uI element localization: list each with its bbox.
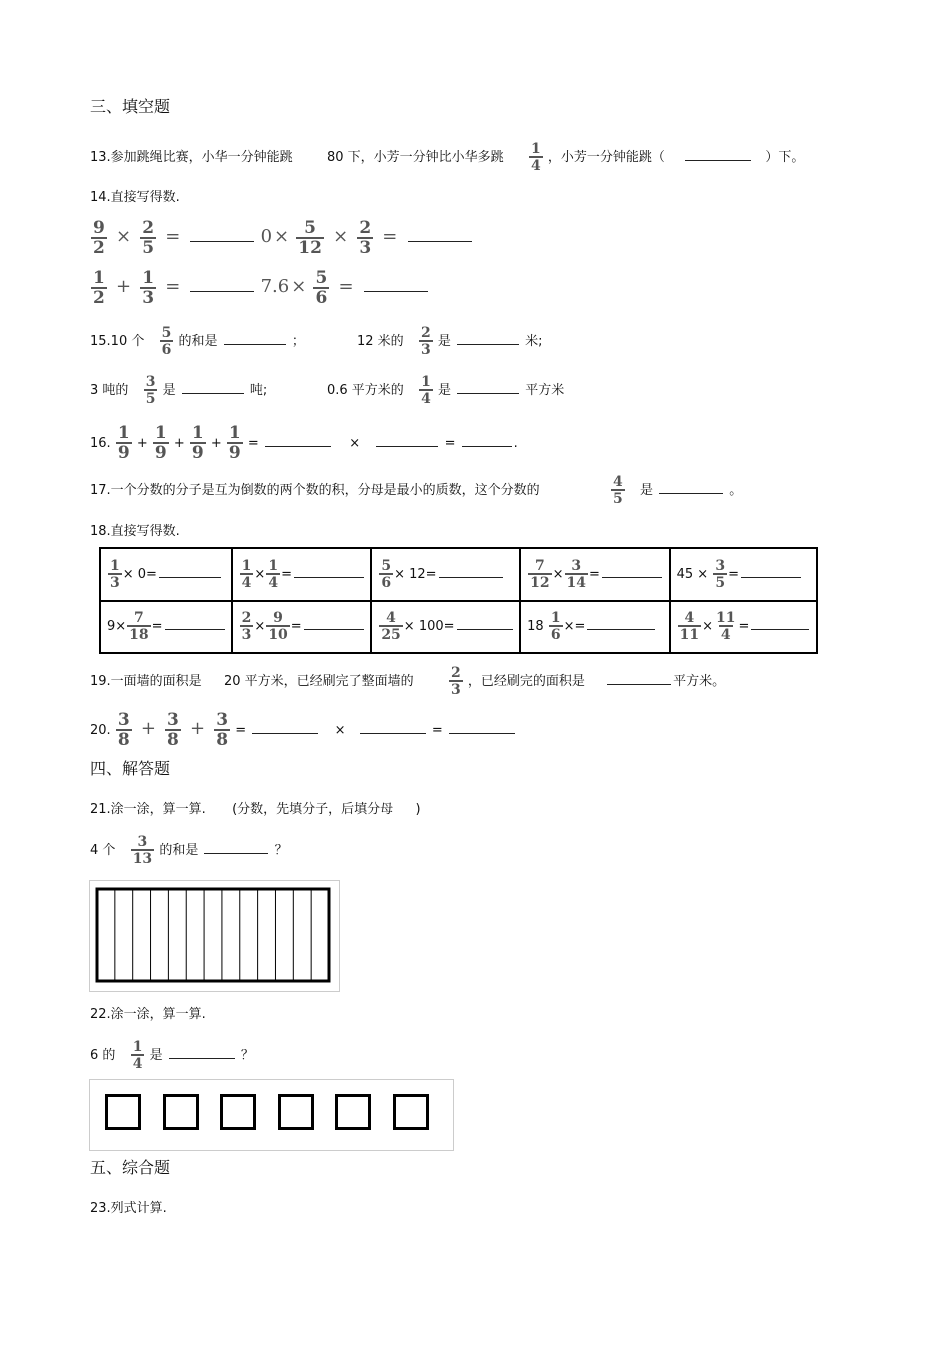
q19-answer-blank[interactable] xyxy=(607,683,671,685)
q21-text: 的和是 xyxy=(159,843,199,858)
q21-title: 21.涂一涂，算一算. xyxy=(90,802,206,817)
q16-answer-blank-2[interactable] xyxy=(376,445,438,447)
q21-note-close: ) xyxy=(415,802,421,817)
question-19 xyxy=(90,666,725,697)
q13-fraction: $\frac{1}{4}$ xyxy=(530,141,541,174)
q18-blank-9[interactable] xyxy=(587,628,655,630)
q18-cell-5: 45 × $\frac{3}{5}$ = xyxy=(670,548,817,601)
q18-blank-1[interactable] xyxy=(159,576,221,578)
question-23-title: 23.列式计算. xyxy=(90,1201,167,1216)
q17-text: 。 xyxy=(729,483,743,498)
q15-row-2b xyxy=(327,375,564,406)
times-sign: × xyxy=(333,226,349,247)
q17-text: 17.一个分数的分子是互为倒数的两个数的积，分母是最小的质数，这个分数的 xyxy=(90,483,540,498)
q15-text: 3 吨的 xyxy=(90,383,129,398)
q18-cell-8: $\frac{4}{25}$ × 100= xyxy=(371,601,520,654)
q19-fraction: $\frac{2}{3}$ xyxy=(450,665,461,698)
q18-cell-10: $\frac{4}{11}$ × $\frac{11}{4}$ = xyxy=(670,601,817,654)
q18-blank-7[interactable] xyxy=(304,628,364,630)
shade-square[interactable] xyxy=(105,1094,141,1130)
q14-frac-6: $\frac{1}{3}$ xyxy=(142,268,155,308)
q21-figure-frame xyxy=(89,880,340,992)
q15-answer-blank-3[interactable] xyxy=(182,392,244,394)
q18-blank-6[interactable] xyxy=(165,628,225,630)
shade-square[interactable] xyxy=(220,1094,256,1130)
q20-answer-blank-3[interactable] xyxy=(449,732,515,734)
q20-answer-blank-1[interactable] xyxy=(252,732,318,734)
q17-answer-blank[interactable] xyxy=(659,492,723,494)
equals-sign: = xyxy=(382,226,398,247)
q18-grid xyxy=(99,547,818,654)
times-sign: × xyxy=(291,276,307,297)
equals-sign: = xyxy=(235,723,247,738)
strip-outline xyxy=(97,889,329,981)
q13-answer-blank[interactable] xyxy=(685,159,751,161)
times-sign: × xyxy=(334,723,346,738)
q21-question xyxy=(90,835,288,866)
q13-text-c: ，小芳一分钟能跳（ xyxy=(547,150,665,165)
q19-text: 19.一面墙的面积是 xyxy=(90,674,202,689)
equals-sign: = xyxy=(165,276,181,297)
q18-cell-9: 18 $\frac{1}{6}$ ×= xyxy=(520,601,669,654)
q15-text: 米; xyxy=(525,334,543,349)
q18-blank-10[interactable] xyxy=(751,628,809,630)
q14-frac-1: $\frac{9}{2}$ xyxy=(93,218,105,258)
q22-answer-blank[interactable] xyxy=(169,1057,235,1059)
plus-sign: + xyxy=(140,718,156,739)
q17-fraction: $\frac{4}{5}$ xyxy=(612,474,623,507)
q15-frac-3: $\frac{3}{5}$ xyxy=(145,374,156,407)
q22-text: 6 的 xyxy=(90,1048,116,1063)
equals-sign: = xyxy=(165,226,181,247)
q18-cell-4: $\frac{7}{12}$ × $\frac{3}{14}$ = xyxy=(520,548,669,601)
q14-answer-blank-2[interactable] xyxy=(408,240,472,242)
q14-answer-blank-1[interactable] xyxy=(190,240,254,242)
q15-frac-1: $\frac{5}{6}$ xyxy=(161,325,172,358)
q14-decimal: 7.6 xyxy=(260,276,290,297)
q16-answer-blank-3[interactable] xyxy=(462,445,512,447)
shade-square[interactable] xyxy=(278,1094,314,1130)
equals-sign: = xyxy=(431,723,443,738)
question-16 xyxy=(90,425,518,462)
question-21-title xyxy=(90,803,421,816)
equals-sign: = xyxy=(247,436,259,451)
q16-frac-1: $\frac{1}{9}$ xyxy=(117,423,130,463)
shade-square[interactable] xyxy=(393,1094,429,1130)
q20-frac-1: $\frac{3}{8}$ xyxy=(117,710,130,750)
q18-blank-2[interactable] xyxy=(294,576,364,578)
q19-text: 20 平方米，已经刷完了整面墙的 xyxy=(223,674,414,689)
q21-text: ？ xyxy=(274,843,288,858)
q16-frac-4: $\frac{1}{9}$ xyxy=(228,423,241,463)
times-sign: × xyxy=(274,226,290,247)
q13-text-a: 13.参加跳绳比赛，小华一分钟能跳 xyxy=(90,150,293,165)
q15-text: 15.10 个 xyxy=(90,334,145,349)
question-22-title: 22.涂一涂，算一算. xyxy=(90,1007,206,1022)
q14-row-2 xyxy=(90,270,430,307)
plus-sign: + xyxy=(210,436,222,451)
q15-row-2 xyxy=(90,375,267,406)
q15-text: 12 米的 xyxy=(357,334,404,349)
q19-text: ，已经刷完的面积是 xyxy=(467,674,585,689)
plus-sign: + xyxy=(115,276,132,297)
q21-fraction: $\frac{3}{13}$ xyxy=(132,834,153,867)
q14-frac-3: $\frac{5}{12}$ xyxy=(298,218,322,258)
q14-answer-blank-3[interactable] xyxy=(190,290,254,292)
q14-answer-blank-4[interactable] xyxy=(364,290,428,292)
plus-sign: + xyxy=(173,436,185,451)
q13-text-d: ）下。 xyxy=(765,150,805,165)
q16-number: 16. xyxy=(90,436,111,451)
q18-blank-3[interactable] xyxy=(439,576,503,578)
q15-text: 是 xyxy=(162,383,176,398)
q18-cell-7: $\frac{2}{3}$ × $\frac{9}{10}$ = xyxy=(232,601,372,654)
q16-dot: . xyxy=(513,436,518,451)
q22-text: ？ xyxy=(240,1048,254,1063)
q16-answer-blank-1[interactable] xyxy=(265,445,331,447)
q14-zero: 0 xyxy=(260,226,273,247)
shade-square[interactable] xyxy=(163,1094,199,1130)
question-20 xyxy=(90,712,517,749)
q15-answer-blank-4[interactable] xyxy=(457,392,519,394)
q22-question xyxy=(90,1040,254,1071)
plus-sign: + xyxy=(190,718,206,739)
q15-text: 的和是 xyxy=(178,334,218,349)
q18-blank-4[interactable] xyxy=(602,576,662,578)
q15-answer-blank-1[interactable] xyxy=(224,343,286,345)
q13-text-b: 80 下，小芳一分钟比小华多跳 xyxy=(326,150,504,165)
section-title-comprehensive: 五、综合题 xyxy=(90,1158,171,1177)
q15-text: 吨; xyxy=(249,383,268,398)
question-17 xyxy=(90,475,742,506)
q16-frac-2: $\frac{1}{9}$ xyxy=(154,423,167,463)
q21-strip-diagram xyxy=(90,881,339,991)
q15-text: ； xyxy=(291,334,305,349)
q15-row-1 xyxy=(90,326,305,357)
q15-text: 平方米 xyxy=(525,383,565,398)
q15-frac-4: $\frac{1}{4}$ xyxy=(421,374,431,407)
q14-frac-2: $\frac{2}{5}$ xyxy=(142,218,155,258)
q20-frac-2: $\frac{3}{8}$ xyxy=(167,710,179,750)
q20-frac-3: $\frac{3}{8}$ xyxy=(216,710,229,750)
plus-sign: + xyxy=(136,436,148,451)
q14-row-1 xyxy=(90,220,474,257)
q18-blank-8[interactable] xyxy=(457,628,513,630)
equals-sign: = xyxy=(444,436,456,451)
section-title-answer: 四、解答题 xyxy=(90,759,171,778)
question-13 xyxy=(90,142,804,173)
q16-frac-3: $\frac{1}{9}$ xyxy=(191,423,204,463)
q21-note: (分数，先填分子，后填分母 xyxy=(232,802,394,817)
q15-text: 是 xyxy=(437,334,451,349)
q15-frac-2: $\frac{2}{3}$ xyxy=(420,325,431,358)
q18-cell-6: 9× $\frac{7}{18}$ = xyxy=(100,601,232,654)
q15-text: 是 xyxy=(437,383,451,398)
q18-cell-1: $\frac{1}{3}$ × 0= xyxy=(100,548,232,601)
q20-answer-blank-2[interactable] xyxy=(360,732,426,734)
q19-text: 平方米。 xyxy=(673,674,726,689)
q18-cell-2: $\frac{1}{4}$ × $\frac{1}{4}$ = xyxy=(232,548,372,601)
q14-frac-5: $\frac{1}{2}$ xyxy=(93,268,105,308)
q22-text: 是 xyxy=(149,1048,163,1063)
q15-text: 0.6 平方米的 xyxy=(327,383,404,398)
q15-row-1b xyxy=(357,326,543,357)
q22-fraction: $\frac{1}{4}$ xyxy=(132,1039,143,1072)
q18-blank-5[interactable] xyxy=(741,576,801,578)
times-sign: × xyxy=(349,436,361,451)
equals-sign: = xyxy=(338,276,354,297)
q14-frac-4: $\frac{2}{3}$ xyxy=(359,218,372,258)
q15-answer-blank-2[interactable] xyxy=(457,343,519,345)
q17-text: 是 xyxy=(640,483,654,498)
question-18-title: 18.直接写得数. xyxy=(90,524,180,539)
question-14-title: 14.直接写得数. xyxy=(90,190,180,205)
shade-square[interactable] xyxy=(335,1094,371,1130)
q14-frac-7: $\frac{5}{6}$ xyxy=(315,268,328,308)
q21-answer-blank[interactable] xyxy=(204,852,268,854)
section-title-fill: 三、填空题 xyxy=(90,97,171,116)
q20-number: 20. xyxy=(90,723,111,738)
times-sign: × xyxy=(115,226,132,247)
q18-cell-3: $\frac{5}{6}$ × 12= xyxy=(371,548,520,601)
q21-text: 4 个 xyxy=(90,843,116,858)
